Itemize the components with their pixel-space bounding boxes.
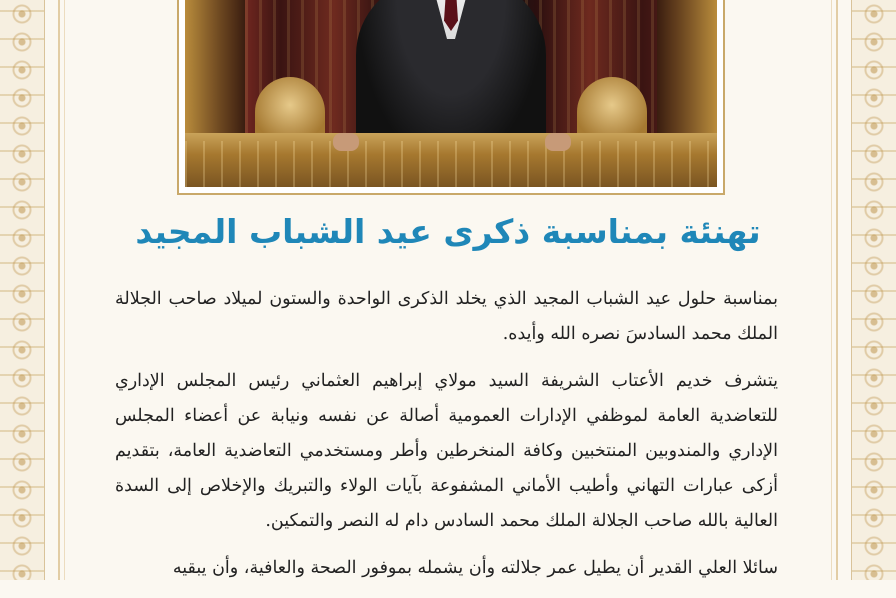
paragraph-1: بمناسبة حلول عيد الشباب المجيد الذي يخلد الذكرى الواحدة والستون لميلاد صاحب الجلالة الملك محمد السادسَ نصره الله وأيده. (115, 289, 778, 344)
portrait-photo-frame (177, 0, 725, 195)
message-body (115, 282, 778, 598)
paragraph-3: سائلا العلي القدير أن يطيل عمر جلالته وأن يشمله بموفور الصحة والعافية، وأن يبقيه (172, 558, 778, 578)
page-title: تهنئة بمناسبة ذكرى عيد الشباب المجيد (135, 212, 761, 251)
hand-right (545, 133, 571, 151)
ornamental-border-left (0, 0, 45, 580)
hand-left (333, 133, 359, 151)
golden-desk (185, 133, 717, 187)
ornamental-border-right (851, 0, 896, 580)
frame-line-left-inner (64, 0, 65, 580)
paragraph-2: يتشرف خديم الأعتاب الشريفة السيد مولاي إبراهيم العثماني رئيس المجلس الإداري للتعاضدية العامة لموظفي الإدارات العمومية أصالة عن نفسه ونيابة عن أعضاء المجلس الإداري والمندوبين المنتخبين وكافة المنخرطين وأطر ومستخدمي التعاضدية العامة، بتقديم أزكى عبارات التهاني وأطيب الأماني المشفوعة بآيات الولاء والتبريك والإخلاص إلى السدة العالية بالله صاحب الجلالة الملك محمد السادس دام له النصر والتمكين. (115, 371, 778, 531)
frame-line-right (836, 0, 838, 580)
frame-line-left (58, 0, 60, 580)
frame-line-right-inner (831, 0, 832, 580)
portrait-photo (185, 0, 717, 187)
